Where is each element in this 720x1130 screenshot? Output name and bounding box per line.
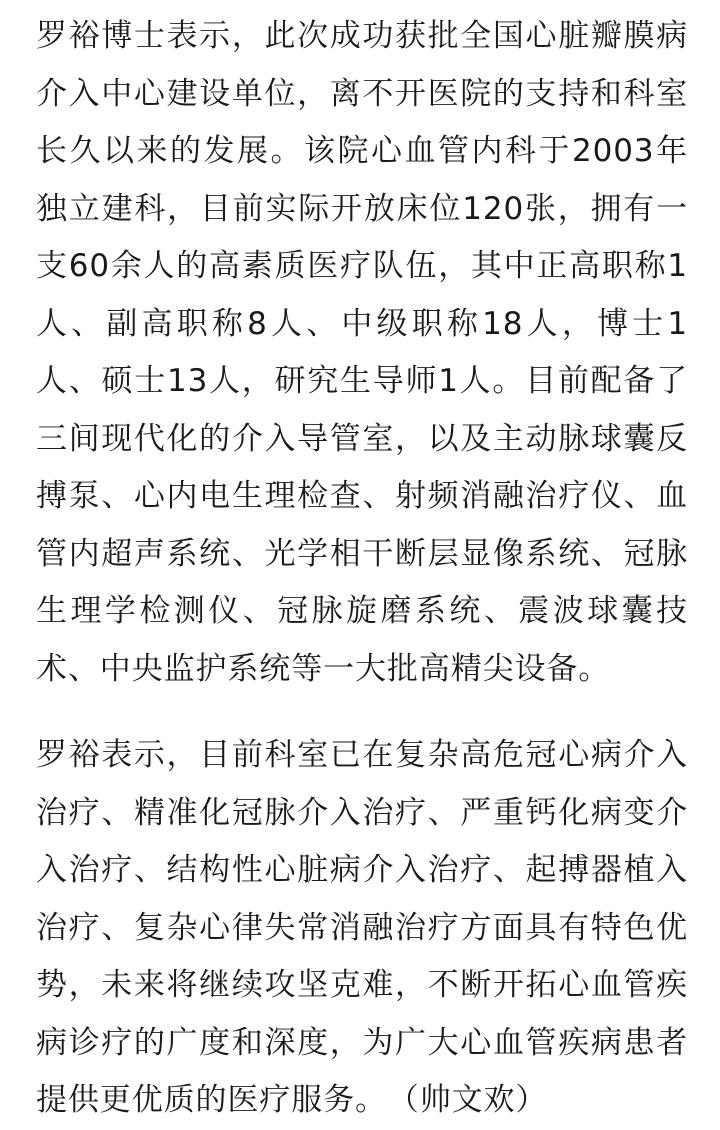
article-paragraph: 罗裕表示，目前科室已在复杂高危冠心病介入治疗、精准化冠脉介入治疗、严重钙化病变介入治疗、结构性心脏病介入治疗、起搏器植入治疗、复杂心律失常消融治疗方面具有特色优势，未来将继续攻坚克难，不断开拓心血管疾病诊疗的广度和深度，为广大心血管疾病患者提供更优质的医疗服务。 （帅文欢） (36, 737, 688, 1118)
article-paragraph: 罗裕博士表示，此次成功获批全国心脏瓣膜病介入中心建设单位，离不开医院的支持和科室长久以来的发展。该院心血管内科于2003年独立建科，目前实际开放床位120张，拥有一支60余人的高素质医疗队伍，其中正高职称1人、副高职称8人、中级职称18人，博士1人、硕士13人，研究生导师1人。目前配备了三间现代化的介入导管室，以及主动脉球囊反搏泵、心内电生理检查、射频消融治疗仪、血管内超声系统、光学相干断层显像系统、冠脉生理学检测仪、冠脉旋磨系统、震波球囊技术、中央监护系统等一大批高精尖设备。 (36, 18, 688, 687)
article-body (36, 8, 688, 1130)
